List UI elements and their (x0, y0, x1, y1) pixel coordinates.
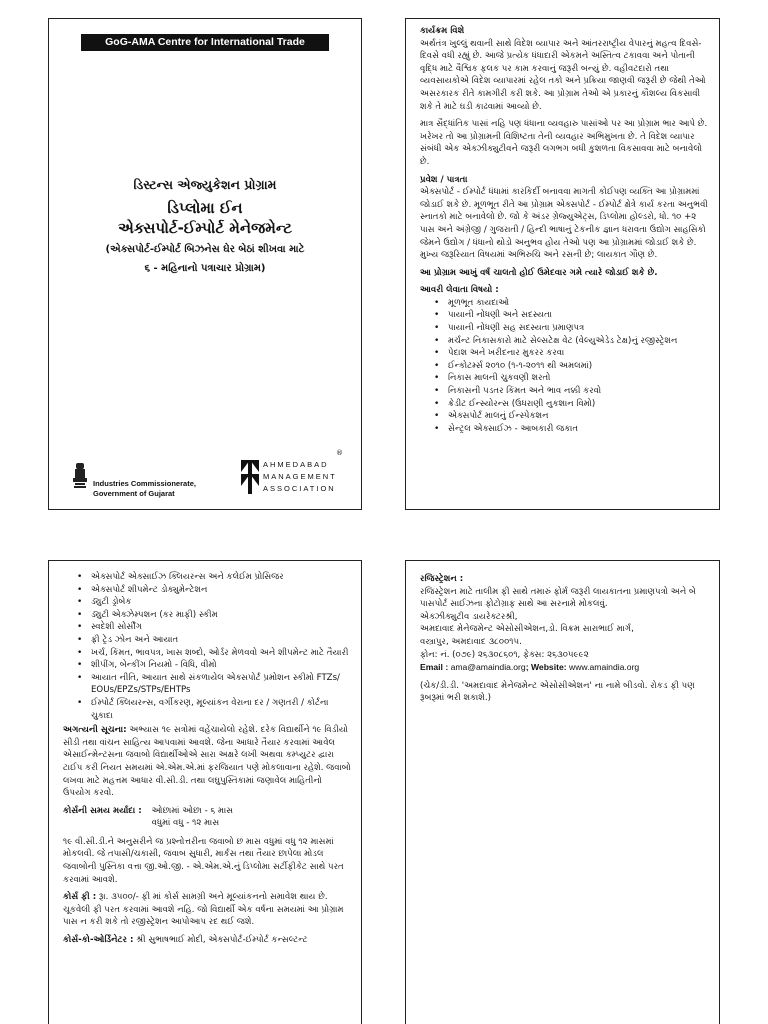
details-panel (48, 560, 362, 1024)
banner: GoG-AMA Centre for International Trade (81, 34, 329, 51)
fee-paragraph (63, 891, 351, 929)
list-item: • ક્રેડીટ ઈન્સ્યોરન્સ (ઉધરાણી નુકશાન વિમો) (436, 398, 709, 411)
important-label: અગત્યની સૂચના: (63, 725, 127, 736)
list-item: • પાયાની નોંધણી અને સદસ્યતા (436, 309, 709, 322)
phone-line: ફોન: નં. (૦૭૯) ૨૬૩૦૮૬૦૧, ફેક્સ: ૨૬૩૦૫૯૯૨ (420, 649, 589, 660)
list-item: • પાયાની નોંધણી સહ સદસ્યતા પ્રમાણપત્ર (436, 322, 709, 335)
about-heading: કાર્યક્રમ વિશે (420, 26, 465, 36)
list-item: • ફ્રી ટ્રેડ ઝોન અને આયાત (79, 634, 351, 647)
eligibility-paragraph: એક્સપોર્ટ - ઈમ્પોર્ટ ધંધામાં કારકિર્દી બનાવવા માગતી કોઈપણ વ્યક્તિ આ પ્રોગ્રામમાં જોડાઈ શકે છે. મૂળભૂત રીતે આ પ્રોગ્રામ એક્સપોર્ટ - ઈમ્પોર્ટ ક્ષેત્રે કાર્ય કરતા અનુભવી સ્નાતકો માટે બનાવેલો છે. જો કે અંડર ગ્રેજ્યુએટ્સ, ડિપ્લોમા હોલ્ડરો, ધો. ૧૦ +૨ પાસ અને અંગ્રેજી / ગુજરાતી / હિન્દી ભાષાનું ટેકનીક જ્ઞાન ધરાવતા ઉદ્યોગ સાહસિકો જેમને ઉદ્યોગ / ધંધાનો થોડો અનુભવ હોય તેઓ પણ આ પ્રોગ્રામમાં જોડાઈ શકે છે. મુખ્ય જરૂરિયાત વિષયમાં અભિરુચિ અને રસની છે; લાયકાત ગૌણ છે. (420, 187, 708, 261)
registration-panel (405, 560, 720, 1024)
cover-panel (48, 18, 362, 510)
subtitle-line-1: (એક્સપોર્ટ-ઈમ્પોર્ટ બિઝનેસ ઘેર બેઠાં શીખવા માટે (105, 244, 305, 255)
fee-text: રૂા. ૩૫૦૦/- ફી માં કોર્સ સામગ્રી અને મૂલ્યાંકનનો સમાવેશ થાય છે. ચૂકવેલી ફી પરત કરવામાં આવશે નહિ. જો વિદ્યાર્થી એક વર્ષના સમયમાં આ પ્રોગ્રામ પાસ ન કરી શકે તો રજીસ્ટ્રેશન આપોઆપ રદ થઈ જશે. (63, 892, 344, 928)
list-item: • ડ્યુટી ડ્રોબેક (79, 596, 351, 609)
list-item: • એક્સપોર્ટ શીપમેન્ટ ડોક્યુમેન્ટેશન (79, 584, 351, 597)
list-item: • ખર્ચ, કિંમત, ભાવપત્ર, ખાસ શબ્દો, ઓર્ડર મેળવવો અને શીપમેન્ટ માટે તૈયારી (79, 647, 351, 660)
list-item: • મૂળભૂત કાયદાઓ (436, 297, 709, 310)
address-line-3: વસ્ત્રાપુર, અમદાવાદ ૩૮૦૦૧૫. (420, 636, 522, 647)
coordinator-text: શ્રી સુભાષભાઈ મોદી, એક્સપોર્ટ-ઈમ્પોર્ટ કન્સલ્ટન્ટ (133, 935, 308, 946)
duration-values (152, 805, 234, 830)
address-line-1: એક્ઝીક્યુટીવ ડાયરેક્ટરશ્રી, (420, 611, 518, 622)
list-item: • પેદાશ અને ખરીદનાર મુકરર કરવા (436, 347, 709, 360)
duration-label: કોર્સની સમય મર્યાદા : (63, 805, 142, 816)
cover-titles (49, 177, 361, 276)
list-item: • એક્સપોર્ટ એક્સાઈઝ ક્લિયરન્સ અને કલેઈમ પ્રોસિજર (79, 571, 351, 584)
coordinator-label: કોર્સ-કો-ઓર્ડિનેટર : (63, 935, 134, 946)
important-text: અભ્યાસ ૧૯ સત્રોમાં વહેંચાયેલો રહેશે. દરેક વિદ્યાર્થીને ૧૯ વિડીયો સીડી તથા વાંચન સાહિત્ય આપવામાં આવશે. જેના આધારે તૈયાર કરવામાં આવેલ એસાઈન્મેન્ટસના જવાબો વિદ્યાર્થીઓએ સારા અક્ષરે લખી અથવા કમ્પ્યુટર દ્વારા ટાઈપ કરી નિયત સમયમાં એ.એમ.એ.માં ફરજિયાત પણે મોકલાવાના રહેશે. જવાબો લખવા માટે મહત્તમ આધાર વી.સી.ડી. તથા લઘુપુસ્તિકામાં જણાવેલ માહિતીનો ઉપયોગ કરવો. (63, 725, 351, 799)
email-link[interactable]: ama@amaindia.org (450, 662, 526, 673)
about-paragraph-1: અર્થતંત્ર ખુલ્લું થવાની સાથે વિદેશ વ્યાપાર અને આંતરરાષ્ટ્રીય વેપારનું મહત્વ દિવસે-દિવસે વધી રહ્યું છે. આજે પ્રત્યેક ધંધાદારી એકમને અસ્તિત્વ ટકાવવા અને પોતાની વૃદ્ધિ માટે વૈશ્વિક ફલક પર કામ કરવાનું જરૂરી બન્યું છે. વહીવટદારો તથા વ્યવસાયકોએ વિદેશ વ્યાપારમાં રહેલ તકો અને પ્રક્રિયા જાણવી જરૂરી છે જેથી તેઓ અસરકારક રીતે કામગીરી કરી શકે. આ પ્રોગ્રામ તેઓ એ પ્રકારનું કૌશલ્ય વિકસાવી શકે તે માટે ઘડી કાઢવામાં આવ્યો છે. (420, 38, 706, 112)
list-item: • શીપીંગ, બેન્કીંગ નિયમો - વિધિ, વીમો (79, 659, 351, 672)
ama-name (263, 459, 337, 495)
topics-list (420, 297, 709, 436)
eligibility-heading: પ્રવેશ / પાત્રતા (420, 174, 468, 185)
important-note (63, 724, 351, 800)
website-link[interactable]: www.amaindia.org (569, 662, 640, 673)
address-line-2: અમદાવાદ મેનેજમેન્ટ એસોસીએશન,ડો. વિક્રમ સારાભાઈ માર્ગ, (420, 624, 634, 635)
topics-heading: આવરી લેવાતા વિષયો : (420, 285, 499, 296)
list-item: • સ્વદેશી સોર્સીંગ (79, 621, 351, 634)
list-item: • ડ્યુટી એક્ઝેમ્પશન (કર માફી) સ્કીમ (79, 609, 351, 622)
list-item: • ઈન્કોટર્મ્સ ૨૦૧૦ (૧-૧-૨૦૧૧ થી અમલમાં) (436, 360, 709, 373)
registered-mark: ® (336, 449, 343, 457)
list-item: • ઈમ્પોર્ટ ક્લિયરન્સ, વર્ગીકરણ, મૂલ્યાંકન વેરાના દર / ગણતરી / કોર્ટના ચુકાદા (79, 697, 351, 722)
state-emblem-icon (71, 461, 89, 489)
registration-paragraph: રજિસ્ટ્રેશન માટે તાલીમ ફી સાથે તમારું ફોર્મ જરૂરી લાયકાતના પ્રમાણપત્રો અને બે પાસપોર્ટ સાઈઝના ફોટોગ્રાફ સાથે આ સરનામે મોકલવું. (420, 586, 696, 610)
payment-note: (ચેક/ડી.ડી. 'અમદાવાદ મેનેજમેન્ટ એસોસીએશન' ના નામે બીડવો. રોકડ ફી પણ રૂબરૂમાં ભરી શકાશે.) (420, 680, 695, 704)
ama-line-3: ASSOCIATION (263, 484, 336, 493)
gov-line-1: Industries Commissionerate, (93, 479, 196, 488)
title-line-2: એક્સપોર્ટ-ઈમ્પોર્ટ મેનેજમેન્ટ (117, 219, 293, 237)
title-line-1: ડિપ્લોમા ઈન (167, 199, 243, 217)
enrolment-note: આ પ્રોગ્રામ આખું વર્ષ ચાલતો હોઈ ઉમેદવાર ગમે ત્યારે જોડાઈ શકે છે. (420, 267, 658, 278)
ama-logo-icon (239, 456, 261, 496)
registration-heading: રજિસ્ટ્રેશન : (420, 574, 464, 584)
list-item: • સેન્ટ્રલ એક્સાઈઝ - આબકારી જકાત (436, 423, 709, 436)
list-item: • નિકાસ માલની ચુકવણી શરતો (436, 372, 709, 385)
list-item: • એક્સપોર્ટ માલનું ઈન્સ્પેકશન (436, 410, 709, 423)
duration-min: ઓછામાં ઓછા - ૬ માસ (151, 805, 234, 816)
list-item: • મર્ચન્ટ નિકાસકારો માટે સેલ્સટેક્ષ વેટ (વેલ્યુએડેડ ટેક્ષ)નું રજીસ્ટ્રેશન (436, 335, 709, 348)
vcd-paragraph: ૧૯ વી.સી.ડી.ને અનુસરીને જ પ્રશ્નોત્તરીના જવાબો છ માસ વધુમાં વધુ ૧૨ માસમાં મોકલવી. જે તપાસી/ચકાસી, જવાબ સુધારી, માર્કસ તથા તૈયાર છાપેલા મોડલ જવાબોની પુસ્તિકા વત્તા જી.ઓ.જી. - એ.એમ.એ.નું ડિપ્લોમા સર્ટીફીકેટ સાથે પરત કરવામાં આવશે. (63, 836, 344, 885)
subtitle-line-2: ૬ - મહિનાનો પત્રાચાર પ્રોગ્રામ) (144, 263, 266, 274)
fee-label: કોર્સ ફી : (63, 892, 97, 903)
gov-line-2: Government of Gujarat (93, 489, 175, 498)
ama-line-2: MANAGEMENT (263, 472, 337, 481)
about-panel (405, 18, 720, 510)
topics-list-continued (63, 571, 351, 722)
ama-line-1: AHMEDABAD (263, 460, 329, 469)
about-paragraph-2: માત્ર સૈદ્ધાંતિક પાસાં નહિ પણ ધંધાના વ્યવહારુ પાસાંઓ પર આ પ્રોગ્રામ ભાર આપે છે. ખરેખર તો આ પ્રોગ્રામની વિશિષ્ટતા તેની વ્યવહાર અભિમુખતા છે. તે વિદેશ વ્યાપાર સંબંધી એક એક્ઝીક્યુટીવને જરૂરી લગભગ બધી કુશળતા વિકસાવવા માટે બનાવેલો છે. (420, 119, 708, 167)
duration-row (63, 805, 351, 830)
gov-label (93, 479, 196, 499)
program-name: ડિસ્ટન્સ એજ્યુકેશન પ્રોગ્રામ (133, 177, 277, 192)
website-label: ; Website: (525, 662, 569, 673)
duration-max: વધુમાં વધુ - ૧૨ માસ (151, 818, 220, 829)
list-item: • નિકાસની પડતર કિંમત અને ભાવ નક્કી કરવો (436, 385, 709, 398)
email-label: Email : (420, 662, 451, 673)
contact-line (420, 661, 709, 674)
list-item: • આયાત નીતિ, આયાત સાથે સંકળાયેલ એક્સપોર્ટ પ્રમોશન સ્કીમો FTZs/ EOUs/EPZs/STPs/EHTPs (79, 672, 351, 697)
coordinator-paragraph (63, 934, 351, 947)
